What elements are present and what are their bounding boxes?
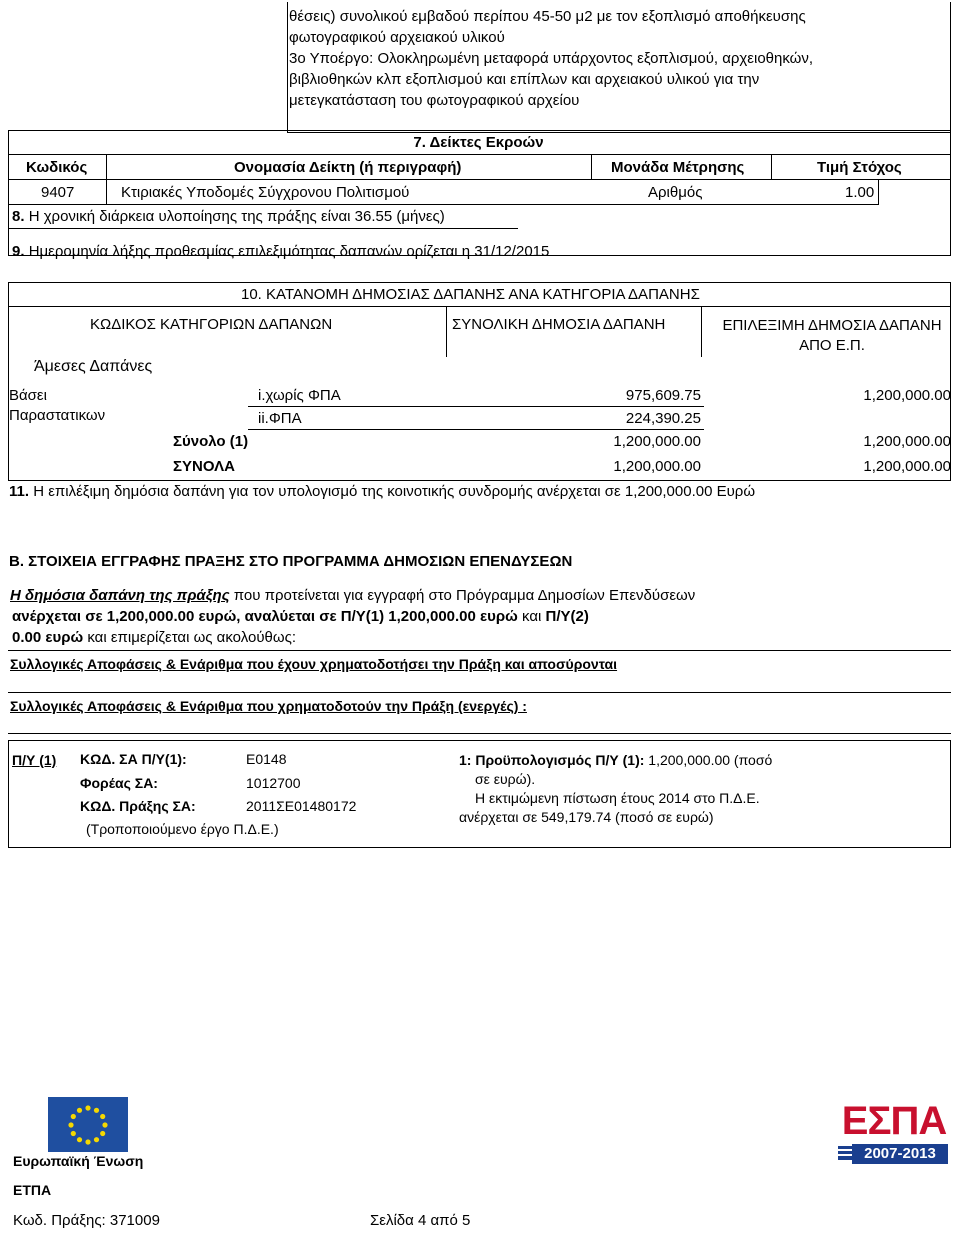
section-8 [12, 208, 445, 225]
totals-eligible: 1,200,000.00 [863, 458, 951, 475]
col-eligible-line-1: ΕΠΙΛΕΞΙΜΗ ΔΗΜΟΣΙΑ ΔΑΠΑΝΗ [722, 317, 942, 334]
paragraph-line-1 [10, 585, 950, 606]
sum-label: Σύνολο (1) [173, 433, 249, 450]
paragraph-line-2-d: και [517, 608, 546, 625]
active-decisions: Συλλογικές Αποφάσεις & Ενάριθμα που χρηματοδοτούν την Πράξη (ενεργές) : [10, 698, 527, 714]
credit-line-2: ανέρχεται σε 549,179.74 (ποσό σε ευρώ) [459, 809, 714, 825]
paragraph-line-2-b: , αναλύεται σε [236, 608, 341, 625]
top-line-1: θέσεις) συνολικού εμβαδού περίπου 45-50 μ2 με τον εξοπλισμό αποθήκευσης [289, 8, 806, 25]
section-11 [9, 483, 755, 500]
py1-label: Π/Υ (1) [12, 752, 57, 768]
section-9 [12, 243, 549, 260]
header-target: Τιμή Στόχος [817, 159, 902, 176]
espa-years: 2007-2013 [852, 1144, 948, 1164]
public-expense-phrase: Η δημόσια δαπάνη της πράξης [10, 587, 230, 604]
espa-logo-text: ΕΣΠΑ [841, 1099, 947, 1143]
row2-label: ii.ΦΠΑ [258, 410, 302, 427]
divider [950, 740, 951, 848]
row1-eligible: 1,200,000.00 [863, 387, 951, 404]
divider [8, 306, 951, 307]
divider [8, 692, 951, 693]
divider [771, 155, 772, 180]
amount-py1: Π/Υ(1) 1,200,000.00 ευρώ [340, 608, 518, 625]
espa-logo [838, 1100, 950, 1170]
col-eligible-line-2: ΑΠΟ Ε.Π. [799, 337, 865, 354]
row1-total: 975,609.75 [625, 387, 701, 404]
totals-total: 1,200,000.00 [613, 458, 701, 475]
col-eligible [702, 316, 960, 356]
divider [248, 406, 704, 407]
divider [701, 307, 702, 357]
section-b-paragraph [10, 585, 950, 648]
divider [8, 228, 518, 229]
row-unit: Αριθμός [648, 184, 703, 201]
modified-project: (Τροποποιούμενο έργο Π.Δ.Ε.) [86, 821, 279, 837]
financed-decisions: Συλλογικές Αποφάσεις & Ενάριθμα που έχουν χρηματοδοτήσει την Πράξη και αποσύρονται [10, 656, 618, 672]
paragraph-line-2 [10, 606, 950, 627]
eu-flag-icon [48, 1097, 128, 1152]
top-description [289, 6, 939, 111]
top-line-3: 3ο Υποέργο: Ολοκληρωμένη μεταφορά υπάρχοντος εξοπλισμού, αρχειοθηκών, [289, 50, 814, 67]
section-7-title: 7. Δείκτες Εκροών [413, 134, 544, 151]
divider [8, 650, 951, 651]
divider [8, 154, 951, 155]
paragraph-line-3 [10, 627, 950, 648]
divider [8, 740, 9, 848]
foreas-label: Φορέας ΣΑ: [80, 775, 158, 791]
divider [248, 429, 704, 430]
etpa-label: ΕΤΠΑ [13, 1182, 52, 1198]
kod-sa-label: ΚΩΔ. ΣΑ Π/Υ(1): [80, 751, 187, 767]
credit-line-1: Η εκτιμώμενη πίστωση έτους 2014 στο Π.Δ.Ε. [475, 790, 760, 806]
amount-py2: 0.00 ευρώ [12, 629, 84, 646]
col-codes: ΚΩΔΙΚΟΣ ΚΑΤΗΓΟΡΙΩΝ ΔΑΠΑΝΩΝ [90, 316, 333, 333]
divider [878, 180, 879, 205]
eu-label: Ευρωπαϊκή Ένωση [13, 1153, 144, 1169]
paragraph-line-1-rest: που προτείνεται για εγγραφή στο Πρόγραμμα Δημοσίων Επενδύσεων [229, 587, 696, 604]
header-name: Ονομασία Δείκτη (ή περιγραφή) [234, 159, 462, 176]
project-code: Κωδ. Πράξης: 371009 [13, 1212, 160, 1229]
budget-label: 1: Προϋπολογισμός Π/Υ (1): [459, 752, 645, 768]
basis-label [9, 386, 105, 426]
kod-praxis-label: ΚΩΔ. Πράξης ΣΑ: [80, 798, 196, 814]
divider [106, 155, 107, 205]
row-name: Κτιριακές Υποδομές Σύγχρονου Πολιτισμού [121, 184, 410, 201]
totals-label: ΣΥΝΟΛΑ [173, 458, 235, 475]
foreas-value: 1012700 [246, 775, 301, 791]
greek-flag-icon [838, 1146, 852, 1160]
paragraph-line-3-b: και επιμερίζεται ως ακολούθως: [83, 629, 296, 646]
section-10-title: 10. ΚΑΤΑΝΟΜΗ ΔΗΜΟΣΙΑΣ ΔΑΠΑΝΗΣ ΑΝΑ ΚΑΤΗΓΟΡΙΑ ΔΑΠΑΝΗΣ [241, 286, 700, 303]
section-11-text: Η επιλέξιμη δημόσια δαπάνη για τον υπολογισμό της κοινοτικής συνδρομής ανέρχεται σε 1,200,000.00 Ευρώ [33, 483, 756, 500]
divider [8, 847, 951, 848]
budget-value: 1,200,000.00 (ποσό [648, 752, 773, 768]
divider [446, 307, 447, 357]
sum-total: 1,200,000.00 [613, 433, 701, 450]
sum-eligible: 1,200,000.00 [863, 433, 951, 450]
direct-costs: Άμεσες Δαπάνες [34, 358, 153, 375]
kod-sa-value: Ε0148 [246, 751, 287, 767]
divider [8, 733, 951, 734]
header-unit: Μονάδα Μέτρησης [611, 159, 745, 176]
top-line-4: βιβλιοθηκών κλπ εξοπλισμού και επίπλων και αρχειακού υλικού για την [289, 71, 760, 88]
budget-details [459, 751, 839, 827]
section-8-text: Η χρονική διάρκεια υλοποίησης της πράξης είναι 36.55 (μήνες) [28, 208, 445, 225]
section-b-title: Β. ΣΤΟΙΧΕΙΑ ΕΓΓΡΑΦΗΣ ΠΡΑΞΗΣ ΣΤΟ ΠΡΟΓΡΑΜΜΑ ΔΗΜΟΣΙΩΝ ΕΠΕΝΔΥΣΕΩΝ [9, 553, 573, 570]
row1-label: i.χωρίς ΦΠΑ [258, 387, 341, 404]
section-8-num: 8. [12, 208, 25, 225]
top-line-2: φωτογραφικού αρχειακού υλικού [289, 29, 505, 46]
amount-total: ανέρχεται σε 1,200,000.00 ευρώ [12, 608, 237, 625]
col-total: ΣΥΝΟΛΙΚΗ ΔΗΜΟΣΙΑ ΔΑΠΑΝΗ [452, 316, 666, 333]
section-11-num: 11. [9, 483, 30, 500]
page-number: Σελίδα 4 από 5 [370, 1212, 471, 1229]
kod-praxis-value: 2011ΣΕ01480172 [246, 798, 357, 814]
row2-total: 224,390.25 [625, 410, 701, 427]
budget-value-2: σε ευρώ). [475, 771, 536, 787]
section-10-box [8, 282, 951, 481]
divider [591, 155, 592, 180]
budget-line-1 [459, 751, 839, 770]
divider [8, 204, 879, 205]
header-code: Κωδικός [26, 159, 88, 176]
basis-line-2: Παραστατικων [9, 407, 106, 424]
row-target: 1.00 [845, 184, 875, 201]
basis-line-1: Βάσει [9, 387, 47, 404]
top-line-5: μετεγκατάσταση του φωτογραφικού αρχείου [289, 92, 580, 109]
py2-label: Π/Υ(2) [545, 608, 589, 625]
divider [8, 740, 951, 741]
section-9-text: Ημερομηνία λήξης προθεσμίας επιλεξιμότητας δαπανών ορίζεται η 31/12/2015 [28, 243, 550, 260]
row-code: 9407 [41, 184, 75, 201]
section-9-num: 9. [12, 243, 25, 260]
divider [8, 179, 951, 180]
